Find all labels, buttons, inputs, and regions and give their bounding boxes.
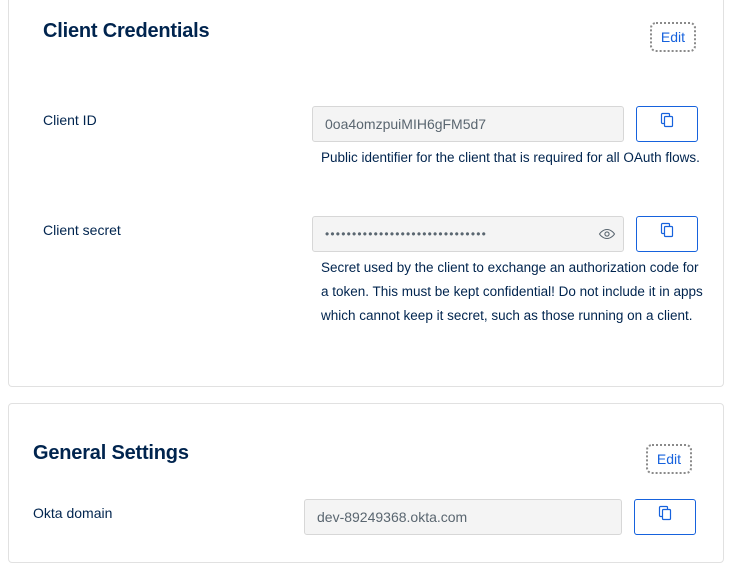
- copy-client-secret-button[interactable]: [636, 216, 698, 252]
- okta-domain-label: Okta domain: [33, 505, 113, 521]
- client-secret-help-text: Secret used by the client to exchange an authorization code for a token. This must be kept confidential! Do not include it in apps which cannot keep it secret, such as those running on a client.: [321, 260, 703, 323]
- copy-icon: [659, 112, 675, 128]
- client-secret-input[interactable]: [312, 216, 624, 252]
- client-secret-label: Client secret: [43, 222, 121, 238]
- general-settings-header: [9, 404, 723, 467]
- general-settings-title: General Settings: [33, 442, 189, 464]
- copy-okta-domain-button[interactable]: [634, 499, 696, 535]
- page-title: Client Credentials: [43, 20, 210, 42]
- copy-client-id-button[interactable]: [636, 106, 698, 142]
- okta-domain-input-wrap: [304, 499, 622, 535]
- client-credentials-header: [9, 0, 723, 60]
- okta-domain-control: [304, 499, 696, 535]
- client-id-input[interactable]: [312, 106, 624, 142]
- edit-client-credentials-button[interactable]: Edit: [653, 25, 693, 49]
- client-secret-control: [312, 216, 698, 252]
- client-credentials-card: [8, 0, 724, 387]
- okta-domain-input[interactable]: [304, 499, 622, 535]
- client-id-input-wrap: [312, 106, 624, 142]
- client-id-help-text: Public identifier for the client that is required for all OAuth flows.: [321, 150, 700, 165]
- copy-icon: [657, 505, 673, 521]
- copy-icon: [659, 222, 675, 238]
- edit-general-settings-button[interactable]: Edit: [649, 447, 689, 471]
- general-settings-card: [8, 403, 724, 563]
- client-id-label: Client ID: [43, 112, 97, 128]
- client-id-control: [312, 106, 698, 142]
- eye-icon[interactable]: [598, 225, 616, 243]
- client-secret-input-wrap: [312, 216, 624, 252]
